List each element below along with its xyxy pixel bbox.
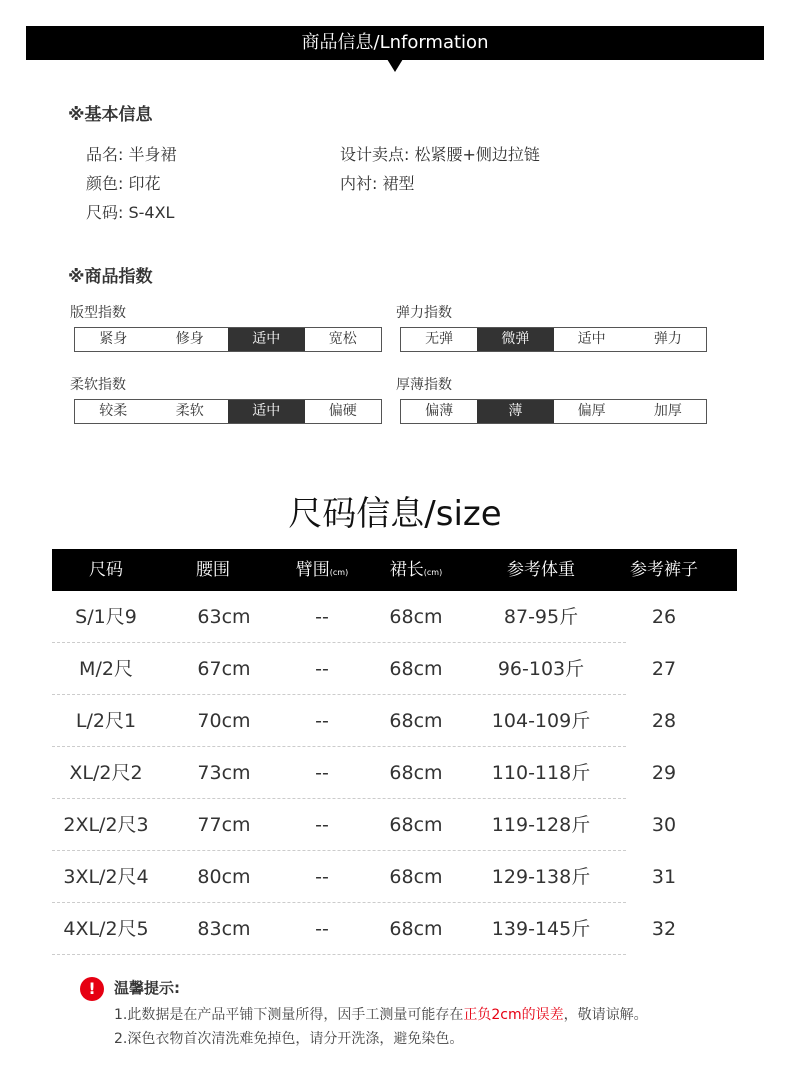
fit-index-scale: [74, 327, 382, 352]
scale-option: 宽松: [328, 331, 357, 347]
scale-option: 紧身: [99, 331, 128, 347]
scale-option: 无弹: [425, 331, 454, 347]
product-index-title: ※商品指数: [68, 267, 153, 287]
cell-arm: --: [315, 606, 329, 628]
cell-weight: 119-128斤: [491, 814, 591, 836]
tip-line-1: [114, 1004, 648, 1024]
table-row: [52, 643, 737, 695]
info-header-title: 商品信息/Lnformation: [301, 32, 489, 53]
cell-pants: 28: [651, 710, 677, 732]
scale-option: 较柔: [99, 403, 128, 419]
cell-weight: 129-138斤: [491, 866, 591, 888]
cell-weight: 110-118斤: [491, 762, 591, 784]
cell-arm: --: [315, 918, 329, 940]
cell-pants: 30: [651, 814, 677, 836]
cell-pants: 31: [651, 866, 677, 888]
tip-line-1-prefix: 1.此数据是在产品平铺下测量所得，因手工测量可能存在: [114, 1007, 464, 1023]
header-size: 尺码: [89, 560, 123, 580]
cell-size: M/2尺: [79, 658, 133, 680]
table-row: [52, 903, 737, 955]
cell-size: 4XL/2尺5: [63, 918, 149, 940]
cell-arm: --: [315, 814, 329, 836]
fit-index-label: 版型指数: [70, 305, 126, 321]
row-divider: [52, 954, 626, 955]
scale-option: 弹力: [653, 331, 682, 347]
cell-size: 3XL/2尺4: [63, 866, 149, 888]
header-arm-unit: (cm): [329, 568, 349, 577]
cell-waist: 73cm: [197, 762, 251, 784]
cell-weight: 139-145斤: [491, 918, 591, 940]
scale-option: 薄: [477, 400, 553, 423]
cell-arm: --: [315, 762, 329, 784]
product-size-range: 尺码: S-4XL: [86, 203, 175, 222]
table-row: [52, 591, 737, 643]
header-weight: 参考体重: [507, 560, 575, 580]
table-row: [52, 695, 737, 747]
cell-pants: 27: [651, 658, 677, 680]
cell-weight: 96-103斤: [497, 658, 585, 680]
design-feature: 设计卖点: 松紧腰+侧边拉链: [340, 145, 540, 164]
lining-info: 内衬: 裙型: [340, 174, 415, 193]
cell-waist: 67cm: [197, 658, 251, 680]
cell-size: XL/2尺2: [69, 762, 143, 784]
cell-size: 2XL/2尺3: [63, 814, 149, 836]
cell-size: L/2尺1: [75, 710, 137, 732]
cell-length: 68cm: [389, 866, 443, 888]
header-length-unit: (cm): [423, 568, 443, 577]
product-name: 品名: 半身裙: [86, 145, 177, 164]
cell-pants: 26: [651, 606, 677, 628]
header-arm-label: 臂围: [295, 560, 330, 580]
cell-length: 68cm: [389, 762, 443, 784]
thickness-index-scale: [400, 399, 707, 424]
cell-waist: 77cm: [197, 814, 251, 836]
cell-length: 68cm: [389, 606, 443, 628]
scale-option: 适中: [228, 328, 305, 351]
scale-option: 加厚: [653, 403, 682, 419]
scale-option: 偏硬: [328, 403, 357, 419]
table-row: [52, 747, 737, 799]
cell-waist: 80cm: [197, 866, 251, 888]
cell-length: 68cm: [389, 658, 443, 680]
cell-arm: --: [315, 658, 329, 680]
softness-index-label: 柔软指数: [70, 377, 126, 393]
cell-pants: 32: [651, 918, 677, 940]
header-length: [390, 549, 442, 594]
cell-weight: 104-109斤: [491, 710, 591, 732]
cell-weight: 87-95斤: [503, 606, 579, 628]
header-pants: 参考裤子: [630, 560, 698, 580]
cell-length: 68cm: [389, 710, 443, 732]
tip-line-2: 2.深色衣物首次清洗难免掉色，请分开洗涤，避免染色。: [114, 1031, 464, 1047]
tip-line-1-suffix: ，敬请谅解。: [563, 1007, 648, 1023]
cell-pants: 29: [651, 762, 677, 784]
cell-size: S/1尺9: [75, 606, 137, 628]
exclamation-icon: !: [80, 977, 104, 1001]
elasticity-index-label: 弹力指数: [396, 305, 452, 321]
table-row: [52, 851, 737, 903]
size-info-title: 尺码信息/size: [288, 494, 502, 534]
header-length-label: 裙长: [389, 560, 424, 580]
cell-waist: 63cm: [197, 606, 251, 628]
header-waist: 腰围: [196, 560, 230, 580]
basic-info-title: ※基本信息: [68, 105, 153, 125]
table-row: [52, 799, 737, 851]
softness-index-scale: [74, 399, 382, 424]
tips-title: 温馨提示:: [114, 979, 180, 997]
info-header-bar: [26, 26, 764, 60]
product-color: 颜色: 印花: [86, 174, 161, 193]
scale-option: 偏厚: [577, 403, 606, 419]
header-arm: [296, 549, 348, 594]
cell-waist: 70cm: [197, 710, 251, 732]
elasticity-index-scale: [400, 327, 707, 352]
scale-option: 偏薄: [425, 403, 454, 419]
scale-option: 微弹: [477, 328, 553, 351]
size-table-header: [52, 549, 737, 591]
header-arrow-icon: [387, 59, 403, 72]
scale-option: 柔软: [175, 403, 204, 419]
cell-arm: --: [315, 866, 329, 888]
scale-option: 适中: [577, 331, 606, 347]
cell-arm: --: [315, 710, 329, 732]
scale-option: 修身: [175, 331, 204, 347]
cell-length: 68cm: [389, 918, 443, 940]
scale-option: 适中: [228, 400, 305, 423]
tip-line-1-highlight: 正负2cm的误差: [463, 1007, 564, 1023]
cell-waist: 83cm: [197, 918, 251, 940]
cell-length: 68cm: [389, 814, 443, 836]
thickness-index-label: 厚薄指数: [396, 377, 452, 393]
